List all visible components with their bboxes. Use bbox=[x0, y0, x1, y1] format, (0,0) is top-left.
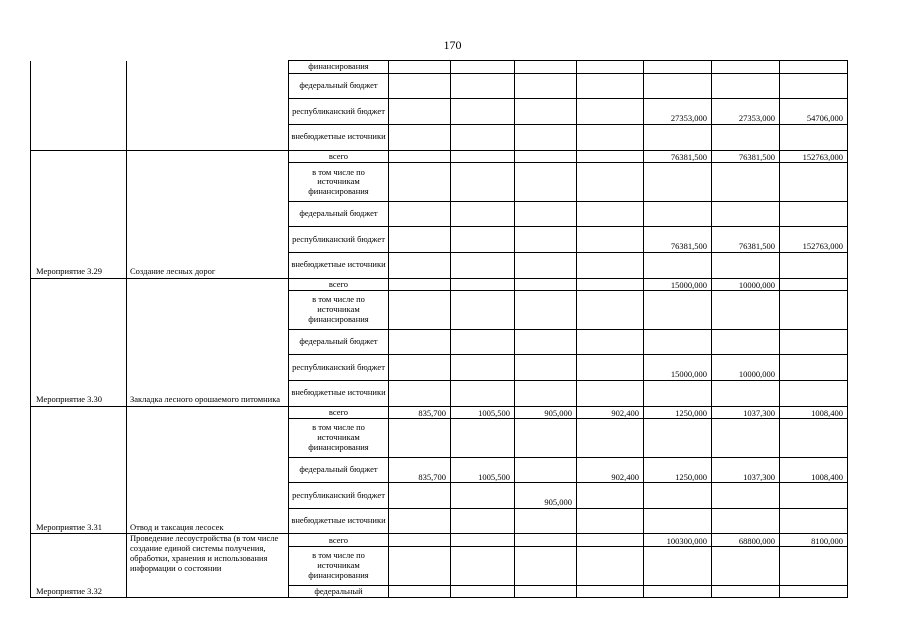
value-cell: 1037,300 bbox=[712, 457, 780, 483]
source-cell: федеральный бюджет bbox=[289, 457, 389, 483]
value-cell bbox=[451, 483, 515, 509]
value-cell: 68800,000 bbox=[712, 534, 780, 547]
value-cell: 1037,300 bbox=[712, 406, 780, 419]
value-cell: 1250,000 bbox=[644, 457, 712, 483]
value-cell bbox=[712, 329, 780, 355]
value-cell: 152763,000 bbox=[780, 227, 848, 253]
value-cell bbox=[780, 355, 848, 381]
value-cell bbox=[515, 547, 577, 585]
value-cell bbox=[451, 201, 515, 227]
value-cell bbox=[577, 508, 644, 534]
value-cell bbox=[577, 278, 644, 291]
source-cell: внебюджетные источники bbox=[289, 252, 389, 278]
value-cell bbox=[644, 547, 712, 585]
source-cell: республиканский бюджет bbox=[289, 99, 389, 125]
value-cell bbox=[712, 291, 780, 329]
value-cell bbox=[515, 380, 577, 406]
value-cell bbox=[389, 252, 451, 278]
activity-id-continued bbox=[31, 61, 127, 151]
value-cell bbox=[389, 547, 451, 585]
source-cell: республиканский бюджет bbox=[289, 483, 389, 509]
value-cell bbox=[451, 124, 515, 150]
value-cell bbox=[644, 380, 712, 406]
activity-id: Мероприятие 3.29 bbox=[31, 150, 127, 278]
value-cell: 835,700 bbox=[389, 406, 451, 419]
source-cell: внебюджетные источники bbox=[289, 508, 389, 534]
source-cell: республиканский бюджет bbox=[289, 355, 389, 381]
value-cell bbox=[712, 547, 780, 585]
budget-table bbox=[30, 60, 848, 598]
value-cell bbox=[451, 508, 515, 534]
value-cell bbox=[780, 419, 848, 457]
value-cell bbox=[515, 73, 577, 99]
value-cell: 27353,000 bbox=[644, 99, 712, 125]
value-cell bbox=[515, 124, 577, 150]
value-cell bbox=[577, 380, 644, 406]
source-cell: всего bbox=[289, 534, 389, 547]
value-cell bbox=[780, 124, 848, 150]
value-cell bbox=[644, 419, 712, 457]
value-cell bbox=[389, 508, 451, 534]
value-cell bbox=[451, 380, 515, 406]
value-cell: 27353,000 bbox=[712, 99, 780, 125]
value-cell bbox=[389, 227, 451, 253]
value-cell bbox=[712, 585, 780, 598]
value-cell bbox=[515, 252, 577, 278]
value-cell bbox=[389, 61, 451, 74]
value-cell bbox=[451, 291, 515, 329]
table-row bbox=[31, 278, 848, 291]
source-cell: федеральный бюджет bbox=[289, 329, 389, 355]
page-number: 170 bbox=[443, 38, 462, 52]
value-cell bbox=[644, 585, 712, 598]
value-cell bbox=[712, 252, 780, 278]
value-cell bbox=[577, 73, 644, 99]
value-cell: 152763,000 bbox=[780, 150, 848, 163]
activity-name: Создание лесных дорог bbox=[127, 150, 289, 278]
value-cell bbox=[389, 585, 451, 598]
value-cell bbox=[515, 355, 577, 381]
value-cell bbox=[644, 252, 712, 278]
activity-name-continued bbox=[127, 61, 289, 151]
value-cell: 1005,500 bbox=[451, 406, 515, 419]
value-cell bbox=[712, 163, 780, 201]
value-cell bbox=[451, 61, 515, 74]
value-cell bbox=[780, 585, 848, 598]
source-cell: в том числе по источникам финансирования bbox=[289, 547, 389, 585]
value-cell bbox=[780, 547, 848, 585]
value-cell: 8100,000 bbox=[780, 534, 848, 547]
value-cell bbox=[389, 483, 451, 509]
value-cell bbox=[780, 278, 848, 291]
value-cell bbox=[577, 547, 644, 585]
source-cell: всего bbox=[289, 406, 389, 419]
source-cell: в том числе по источникам финансирования bbox=[289, 163, 389, 201]
value-cell bbox=[577, 99, 644, 125]
value-cell bbox=[389, 291, 451, 329]
value-cell: 100300,000 bbox=[644, 534, 712, 547]
source-cell: внебюджетные источники bbox=[289, 380, 389, 406]
value-cell bbox=[780, 291, 848, 329]
activity-name: Проведение лесоустройства (в том числе создание единой системы получения, обработки, хранения и использования информации о состоянии bbox=[127, 534, 289, 598]
table-row bbox=[31, 61, 848, 74]
value-cell bbox=[780, 329, 848, 355]
value-cell bbox=[577, 419, 644, 457]
value-cell bbox=[577, 329, 644, 355]
value-cell bbox=[389, 534, 451, 547]
value-cell bbox=[712, 73, 780, 99]
value-cell bbox=[451, 163, 515, 201]
value-cell: 10000,000 bbox=[712, 355, 780, 381]
value-cell bbox=[389, 124, 451, 150]
value-cell bbox=[451, 278, 515, 291]
value-cell bbox=[515, 227, 577, 253]
value-cell bbox=[712, 508, 780, 534]
value-cell bbox=[577, 585, 644, 598]
value-cell bbox=[451, 252, 515, 278]
value-cell: 15000,000 bbox=[644, 355, 712, 381]
source-cell: всего bbox=[289, 150, 389, 163]
value-cell bbox=[780, 508, 848, 534]
value-cell bbox=[515, 419, 577, 457]
value-cell bbox=[451, 227, 515, 253]
activity-id: Мероприятие 3.32 bbox=[31, 534, 127, 598]
value-cell: 835,700 bbox=[389, 457, 451, 483]
value-cell bbox=[389, 163, 451, 201]
value-cell bbox=[577, 534, 644, 547]
value-cell bbox=[644, 291, 712, 329]
value-cell bbox=[451, 585, 515, 598]
value-cell bbox=[515, 534, 577, 547]
source-cell: федеральный бюджет bbox=[289, 73, 389, 99]
value-cell bbox=[451, 547, 515, 585]
value-cell: 54706,000 bbox=[780, 99, 848, 125]
value-cell bbox=[644, 201, 712, 227]
source-cell: федеральный bbox=[289, 585, 389, 598]
table-body bbox=[31, 61, 848, 598]
value-cell: 902,400 bbox=[577, 406, 644, 419]
value-cell bbox=[780, 163, 848, 201]
value-cell bbox=[515, 585, 577, 598]
value-cell bbox=[712, 483, 780, 509]
value-cell: 902,400 bbox=[577, 457, 644, 483]
value-cell bbox=[780, 483, 848, 509]
value-cell bbox=[389, 73, 451, 99]
value-cell bbox=[389, 201, 451, 227]
value-cell bbox=[644, 163, 712, 201]
value-cell bbox=[712, 419, 780, 457]
table-row bbox=[31, 150, 848, 163]
value-cell bbox=[644, 73, 712, 99]
value-cell bbox=[515, 457, 577, 483]
value-cell bbox=[644, 124, 712, 150]
value-cell bbox=[577, 483, 644, 509]
value-cell bbox=[515, 61, 577, 74]
value-cell bbox=[577, 163, 644, 201]
value-cell bbox=[515, 278, 577, 291]
source-cell: республиканский бюджет bbox=[289, 227, 389, 253]
value-cell bbox=[515, 201, 577, 227]
table-row bbox=[31, 534, 848, 547]
value-cell bbox=[644, 61, 712, 74]
value-cell bbox=[712, 61, 780, 74]
value-cell bbox=[451, 150, 515, 163]
source-cell: федеральный бюджет bbox=[289, 201, 389, 227]
activity-name: Отвод и таксация лесосек bbox=[127, 406, 289, 534]
value-cell bbox=[577, 150, 644, 163]
source-cell: в том числе по источникам финансирования bbox=[289, 291, 389, 329]
value-cell bbox=[515, 99, 577, 125]
value-cell bbox=[451, 355, 515, 381]
value-cell: 1008,400 bbox=[780, 457, 848, 483]
activity-id: Мероприятие 3.31 bbox=[31, 406, 127, 534]
value-cell bbox=[644, 329, 712, 355]
source-cell: всего bbox=[289, 278, 389, 291]
value-cell bbox=[712, 380, 780, 406]
value-cell: 905,000 bbox=[515, 483, 577, 509]
value-cell bbox=[515, 329, 577, 355]
value-cell bbox=[451, 99, 515, 125]
table-row bbox=[31, 406, 848, 419]
value-cell: 1250,000 bbox=[644, 406, 712, 419]
value-cell: 905,000 bbox=[515, 406, 577, 419]
value-cell bbox=[712, 201, 780, 227]
value-cell: 15000,000 bbox=[644, 278, 712, 291]
value-cell bbox=[389, 99, 451, 125]
value-cell bbox=[389, 150, 451, 163]
value-cell bbox=[451, 73, 515, 99]
source-cell: внебюджетные источники bbox=[289, 124, 389, 150]
value-cell bbox=[577, 201, 644, 227]
activity-id: Мероприятие 3.30 bbox=[31, 278, 127, 406]
value-cell bbox=[515, 508, 577, 534]
value-cell: 76381,500 bbox=[712, 227, 780, 253]
value-cell bbox=[780, 73, 848, 99]
value-cell bbox=[515, 291, 577, 329]
value-cell: 76381,500 bbox=[644, 150, 712, 163]
value-cell bbox=[780, 201, 848, 227]
source-cell: в том числе по источникам финансирования bbox=[289, 419, 389, 457]
value-cell bbox=[389, 329, 451, 355]
value-cell bbox=[451, 534, 515, 547]
value-cell bbox=[515, 150, 577, 163]
value-cell: 1005,500 bbox=[451, 457, 515, 483]
value-cell: 1008,400 bbox=[780, 406, 848, 419]
value-cell bbox=[780, 380, 848, 406]
value-cell bbox=[577, 61, 644, 74]
value-cell: 76381,500 bbox=[644, 227, 712, 253]
value-cell bbox=[577, 355, 644, 381]
value-cell bbox=[451, 419, 515, 457]
value-cell bbox=[389, 355, 451, 381]
value-cell bbox=[577, 291, 644, 329]
source-cell: финансирования bbox=[289, 61, 389, 74]
value-cell bbox=[780, 252, 848, 278]
value-cell bbox=[389, 278, 451, 291]
value-cell: 76381,500 bbox=[712, 150, 780, 163]
value-cell bbox=[577, 124, 644, 150]
value-cell bbox=[712, 124, 780, 150]
value-cell bbox=[644, 483, 712, 509]
value-cell bbox=[389, 380, 451, 406]
value-cell bbox=[389, 419, 451, 457]
value-cell bbox=[577, 252, 644, 278]
value-cell bbox=[780, 61, 848, 74]
value-cell bbox=[644, 508, 712, 534]
value-cell bbox=[515, 163, 577, 201]
activity-name: Закладка лесного орошаемого питомника bbox=[127, 278, 289, 406]
value-cell bbox=[451, 329, 515, 355]
value-cell: 10000,000 bbox=[712, 278, 780, 291]
value-cell bbox=[577, 227, 644, 253]
